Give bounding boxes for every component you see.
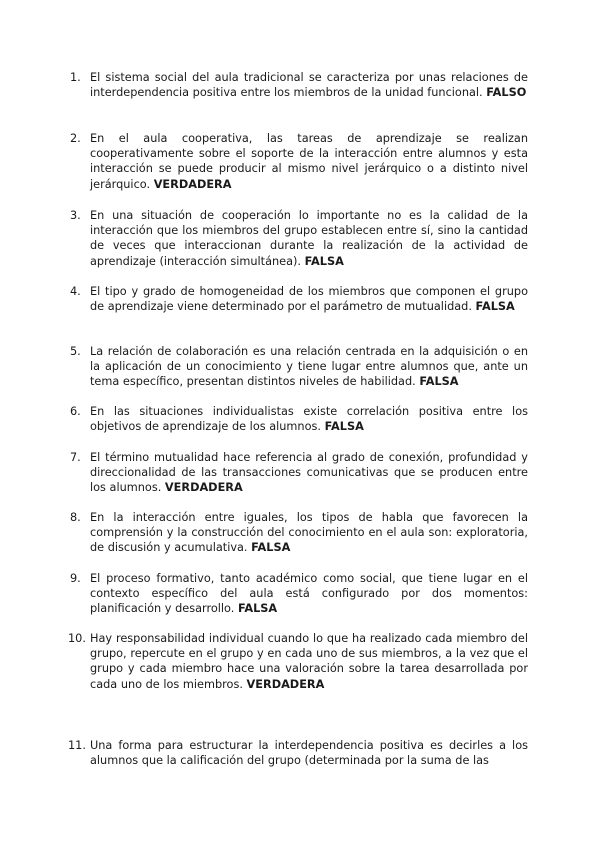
question-2	[70, 131, 528, 192]
question-5	[70, 344, 528, 390]
question-number: 9.	[70, 572, 81, 585]
question-number: 3.	[70, 209, 81, 222]
answer-label: FALSA	[304, 254, 344, 268]
question-text: El término mutualidad hace referencia al grado de conexión, profundidad y direccionalidad de las transacciones comunicativas que se producen entre los alumnos.	[90, 451, 528, 495]
question-text: En la interacción entre iguales, los tipos de habla que favorecen la comprensión y la construcción del conocimiento en el aula son: exploratoria, de discusión y acumulativa.	[90, 511, 528, 555]
question-number: 11.	[68, 739, 86, 752]
answer-label: FALSA	[251, 541, 291, 555]
answer-label: VERDADERA	[246, 677, 325, 691]
question-text: En el aula cooperativa, las tareas de aprendizaje se realizan cooperativamente sobre el soporte de la interacción entre alumnos y esta interacción se puede producir al mismo nivel jerárquico o a distinto nivel jerárquico.	[90, 132, 528, 191]
answer-label: VERDADERA	[153, 177, 232, 191]
answer-label: FALSA	[419, 375, 459, 389]
question-9	[70, 571, 528, 617]
question-text: El proceso formativo, tanto académico como social, que tiene lugar en el contexto específico del aula está configurado por dos momentos: planificación y desarrollo.	[90, 572, 528, 616]
question-number: 5.	[70, 345, 81, 358]
question-10	[68, 631, 528, 692]
answer-label: VERDADERA	[164, 481, 243, 495]
question-text: El sistema social del aula tradicional se caracteriza por unas relaciones de interdependencia positiva entre los miembros de la unidad funcional.	[90, 71, 528, 100]
question-7	[70, 450, 528, 496]
question-number: 2.	[70, 132, 81, 145]
question-text: En una situación de cooperación lo importante no es la calidad de la interacción que los miembros del grupo establecen entre sí, sino la cantidad de veces que interaccionan durante la realización de la actividad de aprendizaje (interacción simultánea).	[90, 209, 528, 268]
question-6	[70, 404, 528, 434]
question-number: 8.	[70, 511, 81, 524]
question-3	[70, 208, 528, 269]
answer-label: FALSA	[475, 300, 515, 314]
question-number: 6.	[70, 405, 81, 418]
question-4	[70, 284, 528, 314]
question-text: Una forma para estructurar la interdependencia positiva es decirles a los alumnos que la calificación del grupo (determinada por la suma de las	[90, 739, 528, 768]
question-text: El tipo y grado de homogeneidad de los miembros que componen el grupo de aprendizaje viene determinado por el parámetro de mutualidad.	[90, 285, 528, 314]
answer-label: FALSA	[237, 602, 278, 616]
answer-label: FALSA	[324, 420, 364, 434]
answer-label: FALSO	[486, 86, 527, 100]
question-number: 1.	[70, 71, 81, 84]
question-8	[70, 510, 528, 556]
question-text: En las situaciones individualistas existe correlación positiva entre los objetivos de aprendizaje de los alumnos.	[90, 405, 528, 434]
question-11	[68, 738, 528, 768]
question-number: 7.	[70, 451, 81, 464]
question-text: La relación de colaboración es una relación centrada en la adquisición o en la aplicación de un conocimiento y tiene lugar entre alumnos que, ante un tema específico, presentan distintos niveles de habilidad.	[90, 345, 528, 389]
question-number: 10.	[68, 632, 86, 645]
question-number: 4.	[70, 285, 81, 298]
question-1	[70, 70, 528, 100]
question-text: Hay responsabilidad individual cuando lo que ha realizado cada miembro del grupo, repercute en el grupo y en cada uno de sus miembros, a la vez que el grupo y cada miembro hace una valoración sobre la tarea desarrollada por cada uno de los miembros.	[90, 632, 528, 691]
